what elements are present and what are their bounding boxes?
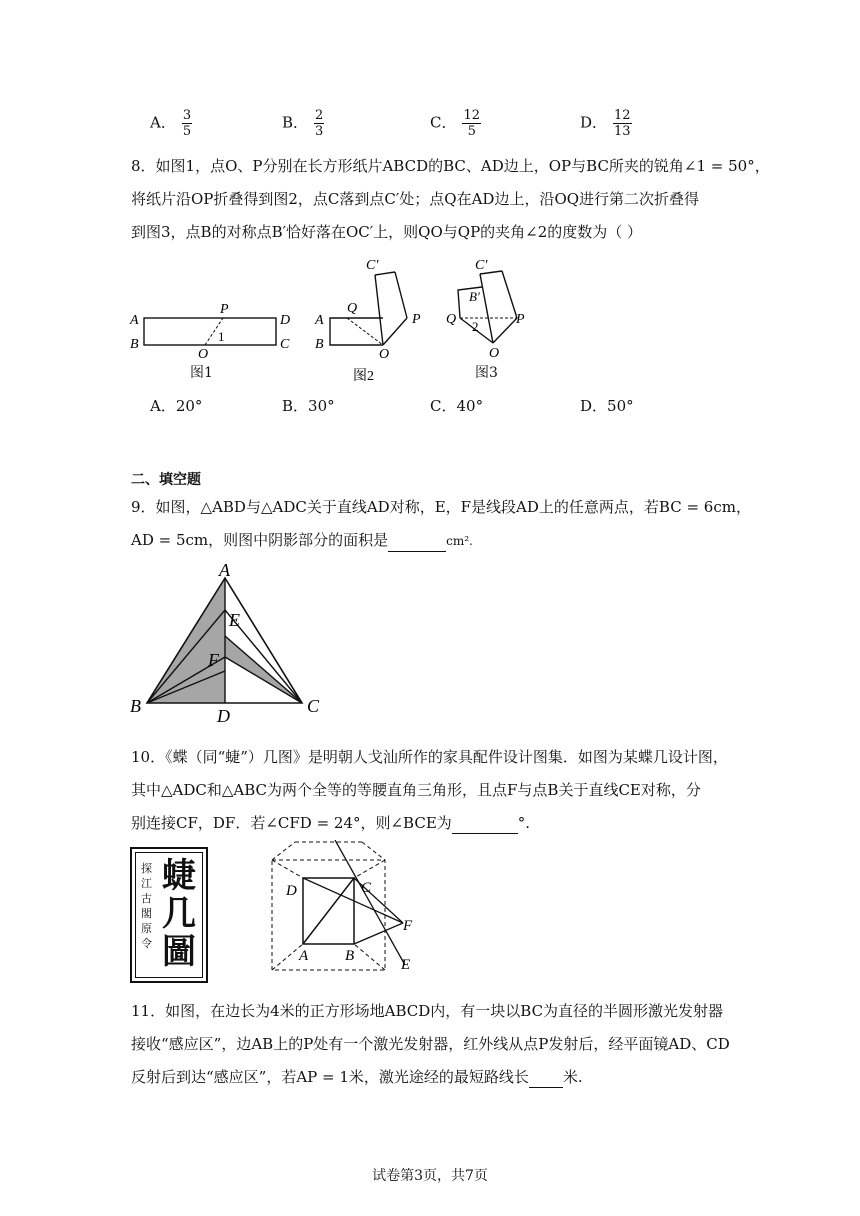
- svg-text:B′: B′: [469, 289, 480, 304]
- section-title: 二、填空题: [131, 472, 201, 488]
- svg-text:P: P: [220, 302, 229, 317]
- q7-option-c: C． $\frac{12}{5}$: [430, 108, 481, 139]
- q10-line-3: 别连接CF，DF．若∠CFD = 24°，则∠BCE为 °.: [131, 814, 531, 832]
- q8-option-d: D．50°: [580, 397, 634, 415]
- svg-text:A: A: [219, 560, 230, 580]
- svg-text:C′: C′: [366, 258, 379, 273]
- svg-text:F: F: [403, 918, 413, 934]
- svg-text:C: C: [280, 337, 290, 352]
- svg-text:B: B: [130, 337, 139, 352]
- q8-option-a: A．20°: [150, 397, 203, 415]
- svg-text:P: P: [412, 312, 421, 327]
- q8-option-c: C．40°: [430, 397, 484, 415]
- svg-text:图2: 图2: [353, 369, 374, 384]
- q7-option-b: B． $\frac{2}{3}$: [282, 108, 324, 139]
- svg-text:E: E: [401, 957, 411, 973]
- q8-line-3: 到图3，点B的对称点B′恰好落在OC′上，则QO与QP的夹角∠2的度数为（ ）: [131, 223, 643, 241]
- svg-text:A: A: [130, 313, 139, 328]
- svg-text:1: 1: [218, 329, 225, 344]
- q8-option-b: B．30°: [282, 397, 335, 415]
- svg-text:C: C: [307, 696, 320, 716]
- q9-line-1: 9．如图，△ABD与△ADC关于直线AD对称，E，F是线段AD上的任意两点，若BC = 6cm，: [131, 498, 751, 516]
- q8-figure-2: [314, 258, 421, 384]
- q11-line-1: 11．如图，在边长为4米的正方形场地ABCD内，有一块以BC为直径的半圆形激光发射器: [131, 1002, 724, 1020]
- q8-line-1: 8．如图1，点O、P分别在长方形纸片ABCD的BC、AD边上，OP与BC所夹的锐角∠1 = 50°，: [131, 157, 770, 175]
- svg-text:P: P: [516, 312, 525, 327]
- book-subtitle: 探江古閣原令: [141, 862, 152, 950]
- svg-text:B: B: [315, 337, 324, 352]
- q11-line-3: 反射后到达“感应区”，若AP = 1米，激光途经的最短路线长 米.: [131, 1068, 583, 1086]
- q8-figure-1: [129, 302, 290, 362]
- svg-text:D: D: [280, 313, 291, 328]
- svg-text:A: A: [315, 313, 324, 328]
- svg-text:A: A: [299, 948, 309, 964]
- q8-figure-3: [446, 258, 525, 361]
- svg-text:O: O: [489, 346, 500, 361]
- q10-figure: [265, 840, 435, 975]
- svg-text:2: 2: [472, 319, 479, 334]
- q8-line-2: 将纸片沿OP折叠得到图2，点C落到点C′处；点Q在AD边上，沿OQ进行第二次折叠得: [131, 190, 700, 208]
- q7-option-d: D． $\frac{12}{13}$: [580, 108, 631, 139]
- page-footer: 试卷第3页，共7页: [372, 1168, 488, 1184]
- book-cover-image: [130, 847, 208, 983]
- svg-text:C: C: [361, 880, 372, 896]
- svg-text:B: B: [130, 696, 141, 716]
- svg-text:F: F: [208, 650, 219, 670]
- book-title: 蜨几圖: [162, 856, 196, 972]
- q9-figure: [125, 560, 335, 725]
- svg-text:Q: Q: [446, 312, 457, 327]
- svg-text:O: O: [198, 347, 209, 362]
- q9-line-2: AD = 5cm，则图中阴影部分的面积是 cm².: [131, 529, 473, 552]
- svg-text:B: B: [345, 948, 355, 964]
- svg-text:D: D: [286, 883, 297, 899]
- q10-line-2: 其中△ADC和△ABC为两个全等的等腰直角三角形，且点F与点B关于直线CE对称，分: [131, 781, 701, 799]
- svg-text:D: D: [217, 706, 230, 725]
- q11-line-2: 接收“感应区”，边AB上的P处有一个激光发射器，红外线从点P发射后，经平面镜AD、CD: [131, 1035, 730, 1053]
- svg-text:O: O: [379, 347, 390, 362]
- q7-option-a: A． $\frac{3}{5}$: [150, 108, 192, 139]
- svg-text:Q: Q: [347, 301, 358, 316]
- q8-caption-3: 图3: [475, 365, 498, 381]
- svg-text:C′: C′: [475, 258, 488, 273]
- q10-line-1: 10．《蝶（同“蜨”）几图》是明朝人戈汕所作的家具配件设计图集．如图为某蝶几设计图，: [131, 748, 728, 766]
- svg-text:E: E: [229, 610, 240, 630]
- q8-caption-1: 图1: [190, 365, 213, 381]
